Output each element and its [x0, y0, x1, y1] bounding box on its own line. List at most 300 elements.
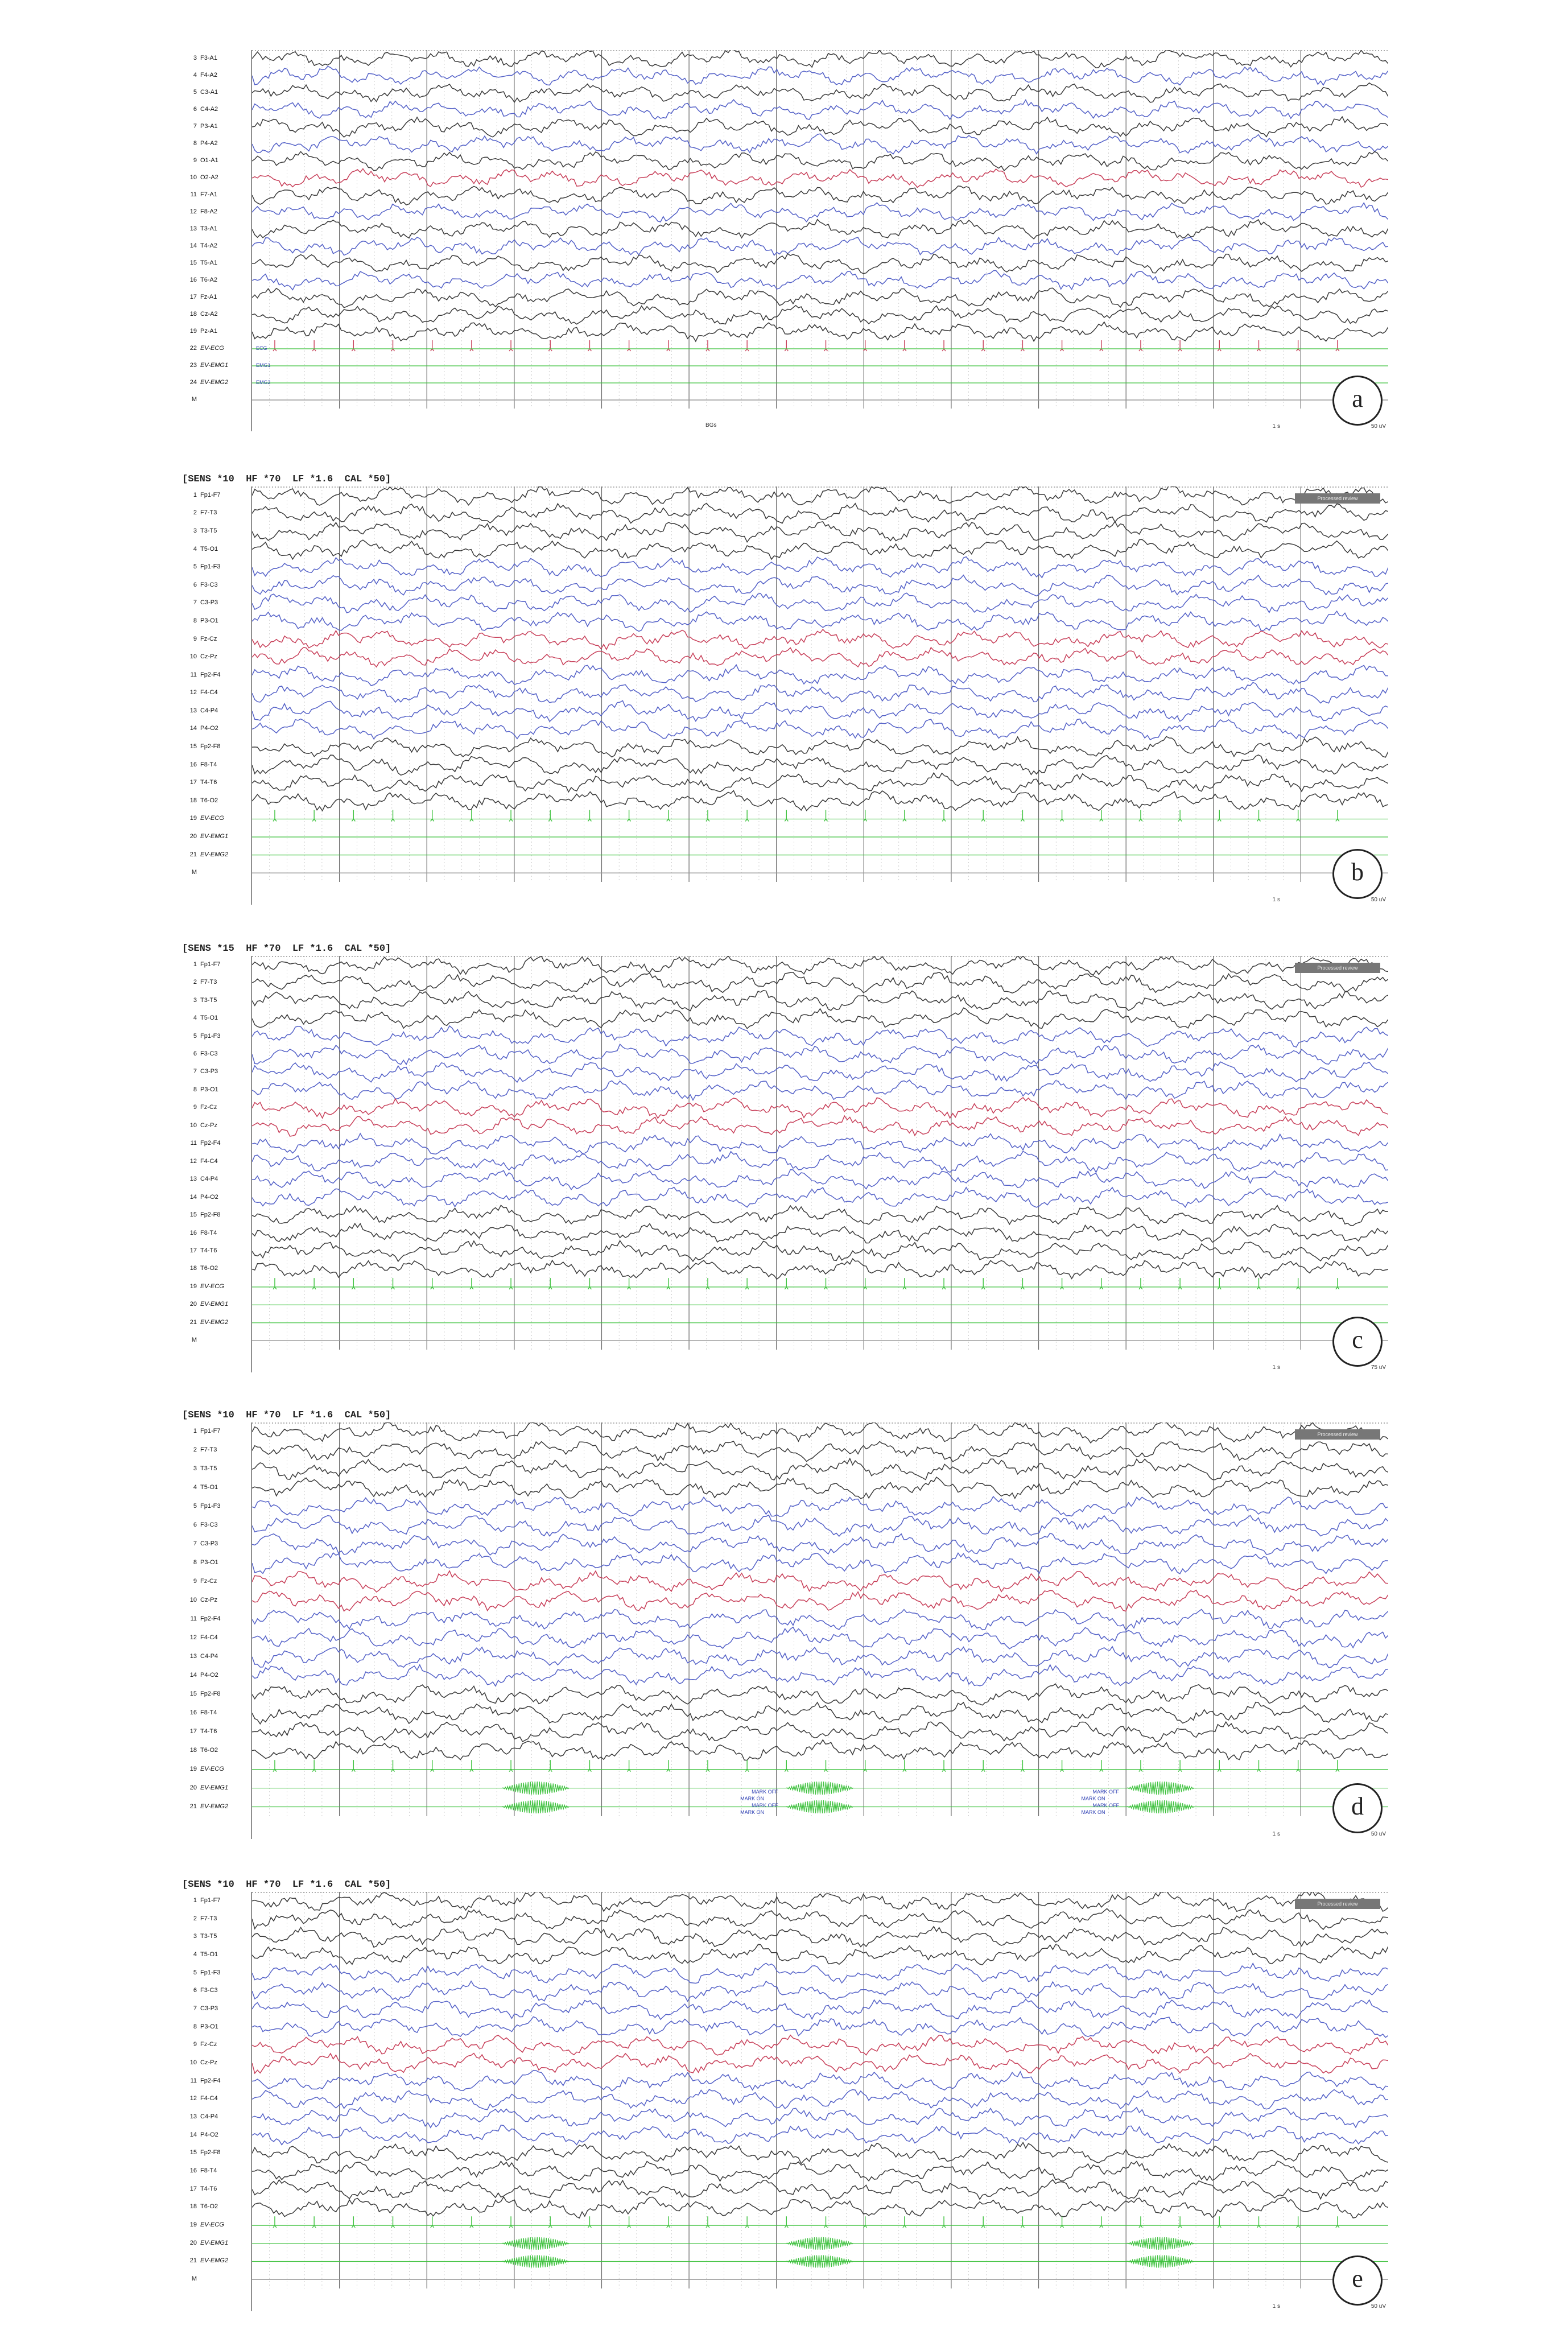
amplitude-scale-label: 50 uV	[1371, 1831, 1386, 1837]
channel-label	[182, 225, 250, 232]
channel-name: Fp2-F8	[200, 1690, 221, 1697]
ecg-beat-marker	[1021, 810, 1024, 822]
ecg-beat-marker	[981, 1760, 985, 1771]
channel-trace	[252, 2071, 1388, 2091]
channel-name: Fz-A1	[200, 294, 217, 300]
channel-label	[182, 1050, 250, 1057]
channel-number: 9	[193, 635, 197, 642]
ecg-beat-marker	[1297, 810, 1300, 822]
eeg-traces	[252, 1892, 1388, 2311]
channel-number: 3	[193, 1933, 197, 1940]
channel-name: Cz-Pz	[200, 2059, 217, 2066]
channel-name: F4-C4	[200, 689, 218, 696]
ecg-beat-marker	[509, 1278, 513, 1289]
panel-letter: b	[1332, 849, 1383, 899]
ecg-beat-marker	[1139, 1760, 1142, 1771]
channel-name: Fp1-F7	[200, 1428, 221, 1435]
channel-number: 17	[189, 2185, 197, 2192]
channel-label	[182, 961, 250, 968]
ecg-beat-marker	[312, 340, 316, 351]
channel-trace	[252, 575, 1388, 596]
ecg-beat-marker	[509, 2216, 513, 2228]
ecg-beat-marker	[667, 2216, 670, 2228]
channel-name: F3-C3	[200, 581, 218, 588]
eeg-traces	[252, 1422, 1388, 1839]
channel-number: 5	[193, 563, 197, 571]
channel-label	[182, 743, 250, 750]
trace-area	[251, 50, 1388, 431]
channel-trace	[252, 2180, 1388, 2199]
channel-number: 21	[189, 851, 197, 858]
ecg-beat-marker	[628, 1760, 631, 1771]
amplitude-scale-label: 50 uV	[1371, 897, 1386, 903]
channel-name: C4-P4	[200, 1176, 218, 1183]
panel-letter: e	[1332, 2255, 1383, 2306]
channel-name: Fp2-F8	[200, 2149, 221, 2156]
channel-name: Fp2-F4	[200, 2077, 221, 2084]
channel-trace	[252, 1151, 1388, 1172]
ecg-beat-marker	[1218, 340, 1221, 351]
channel-number: 19	[189, 328, 197, 335]
channel-name: EV-ECG	[200, 2221, 224, 2229]
channel-name: F7-T3	[200, 1915, 217, 1922]
channel-tag: EMG1	[256, 362, 271, 368]
channel-trace	[252, 2053, 1388, 2073]
channel-name: EV-ECG	[200, 815, 224, 822]
ecg-beat-marker	[273, 340, 277, 351]
review-stamp: Processed review	[1295, 1899, 1380, 1909]
channel-number: M	[191, 2275, 197, 2283]
ecg-beat-marker	[1178, 1278, 1182, 1289]
channel-trace	[252, 504, 1388, 523]
channel-label	[182, 294, 250, 300]
channel-trace	[252, 1533, 1388, 1556]
trace-area	[251, 1892, 1388, 2311]
ecg-beat-marker	[312, 2216, 316, 2228]
channel-name: C3-P3	[200, 2005, 218, 2012]
channel-trace	[252, 683, 1388, 703]
channel-name: Cz-Pz	[200, 1121, 217, 1129]
ecg-beat-marker	[1336, 1760, 1339, 1771]
channel-trace	[252, 1590, 1388, 1611]
channel-trace	[252, 700, 1388, 721]
ecg-beat-marker	[903, 1760, 906, 1771]
channel-name: F8-T4	[200, 1709, 217, 1716]
channel-number: 8	[193, 2023, 197, 2030]
channel-number: 6	[193, 1521, 197, 1529]
channel-number: 6	[193, 581, 197, 588]
channel-number: 2	[193, 979, 197, 986]
channel-number: 22	[189, 345, 197, 352]
channel-name: T4-T6	[200, 2185, 217, 2192]
channel-number: 23	[189, 362, 197, 369]
channel-number: 14	[189, 1193, 197, 1201]
channel-label	[182, 379, 250, 386]
amplitude-scale-label: 50 uV	[1371, 2303, 1386, 2310]
ecg-beat-marker	[431, 2216, 434, 2228]
channel-number: 7	[193, 2005, 197, 2012]
ecg-beat-marker	[470, 2216, 473, 2228]
channel-label	[182, 1176, 250, 1182]
channel-number: 14	[189, 725, 197, 732]
channel-label	[182, 1897, 250, 1904]
channel-number: 10	[189, 1121, 197, 1129]
time-scale-label: 1 s	[1272, 2303, 1280, 2310]
ecg-beat-marker	[942, 1760, 946, 1771]
ecg-beat-marker	[1257, 810, 1260, 822]
channel-label	[182, 636, 250, 642]
mark-label: MARK ON	[1081, 1796, 1105, 1801]
ecg-beat-marker	[942, 340, 946, 351]
channel-trace	[252, 1026, 1388, 1047]
channel-tag: EMG2	[256, 380, 271, 385]
eeg-traces	[252, 50, 1388, 431]
channel-trace	[252, 186, 1388, 205]
channel-trace	[252, 270, 1388, 290]
ecg-beat-marker	[1297, 340, 1300, 351]
eeg-traces	[252, 486, 1388, 905]
channel-name: T3-T5	[200, 996, 217, 1004]
channel-label	[182, 2275, 250, 2282]
channel-trace	[252, 1647, 1388, 1668]
channel-label	[182, 1337, 250, 1343]
eeg-panel-a	[182, 50, 1388, 431]
channel-name: O1-A1	[200, 157, 218, 164]
ecg-beat-marker	[1218, 2216, 1221, 2228]
channel-trace	[252, 2161, 1388, 2182]
channel-name: Fp2-F8	[200, 743, 221, 750]
channel-name: Cz-Pz	[200, 653, 217, 661]
mark-label: MARK ON	[740, 1809, 765, 1815]
channel-number: 11	[190, 2077, 197, 2084]
ecg-beat-marker	[1297, 1278, 1300, 1289]
ecg-beat-marker	[1257, 2216, 1260, 2228]
channel-trace	[252, 1044, 1388, 1065]
ecg-beat-marker	[509, 340, 513, 351]
channel-label	[182, 527, 250, 534]
channel-trace	[252, 1116, 1388, 1136]
channel-label	[182, 1446, 250, 1453]
ecg-beat-marker	[1297, 2216, 1300, 2228]
ecg-beat-marker	[548, 2216, 552, 2228]
channel-trace	[252, 1008, 1388, 1028]
channel-label	[182, 997, 250, 1004]
trace-area	[251, 486, 1388, 905]
channel-label	[182, 1747, 250, 1754]
channel-trace	[252, 1422, 1388, 1443]
ecg-beat-marker	[981, 2216, 985, 2228]
ecg-beat-marker	[470, 1760, 473, 1771]
channel-label	[182, 979, 250, 985]
channel-trace	[252, 1205, 1388, 1226]
channel-label	[182, 2023, 250, 2030]
channel-label	[182, 653, 250, 660]
channel-label	[182, 2131, 250, 2138]
channel-name: F3-C3	[200, 1987, 218, 1994]
channel-label	[182, 869, 250, 876]
channel-label	[182, 1766, 250, 1772]
channel-trace	[252, 169, 1388, 188]
channel-number: 4	[193, 1484, 197, 1491]
channel-label	[182, 1653, 250, 1660]
channel-label	[182, 259, 250, 266]
channel-name: P4-O2	[200, 1671, 218, 1679]
ecg-beat-marker	[745, 1760, 749, 1771]
channel-number: 15	[189, 1211, 197, 1219]
channel-label	[182, 1578, 250, 1585]
channel-number: 9	[193, 1578, 197, 1585]
channel-label	[182, 1465, 250, 1472]
channel-label	[182, 851, 250, 858]
channel-name: Fz-Cz	[200, 2041, 217, 2048]
channel-label	[182, 1086, 250, 1093]
channel-number: 10	[189, 174, 197, 181]
channel-trace	[252, 736, 1388, 757]
channel-number: 3	[193, 527, 197, 534]
channel-number: 8	[193, 617, 197, 624]
ecg-beat-marker	[352, 340, 355, 351]
ecg-beat-marker	[1257, 1278, 1260, 1289]
channel-number: 3	[193, 996, 197, 1004]
channel-number: 6	[193, 1050, 197, 1057]
channel-label	[182, 1283, 250, 1290]
channel-label	[182, 725, 250, 732]
channel-trace	[252, 719, 1388, 740]
channel-name: T3-T5	[200, 527, 217, 534]
channel-trace	[252, 83, 1388, 102]
channel-trace	[252, 539, 1388, 559]
ecg-beat-marker	[312, 810, 316, 822]
channel-number: 2	[193, 509, 197, 517]
channel-label	[182, 277, 250, 283]
channel-number: 9	[193, 1104, 197, 1111]
ecg-beat-marker	[470, 340, 473, 351]
channel-number: 10	[189, 2059, 197, 2066]
ecg-beat-marker	[1021, 2216, 1024, 2228]
channel-number: 19	[189, 1765, 197, 1772]
channel-trace	[252, 288, 1388, 307]
ecg-beat-marker	[391, 340, 395, 351]
channel-label	[182, 208, 250, 215]
panel-letter: d	[1332, 1783, 1383, 1833]
channel-label	[182, 689, 250, 696]
ecg-beat-marker	[1139, 810, 1142, 822]
channel-label	[182, 1728, 250, 1735]
channel-label	[182, 2257, 250, 2264]
channel-name: EV-ECG	[200, 345, 224, 352]
channel-number: 5	[193, 1503, 197, 1510]
channel-trace	[252, 1740, 1388, 1760]
channel-label	[182, 509, 250, 516]
channel-label	[182, 1158, 250, 1165]
channel-name: C3-P3	[200, 1068, 218, 1075]
channel-tag: ECG	[256, 345, 267, 351]
channel-number: 1	[193, 1428, 197, 1435]
eeg-panel-d	[182, 1410, 1388, 1839]
channel-trace	[252, 1080, 1388, 1100]
channel-name: F7-T3	[200, 509, 217, 517]
channel-name: EV-EMG1	[200, 2239, 229, 2246]
channel-name: EV-EMG2	[200, 379, 229, 386]
review-stamp: Processed review	[1295, 963, 1380, 973]
channel-number: 24	[189, 379, 197, 386]
channel-label	[182, 1428, 250, 1434]
ecg-beat-marker	[312, 1278, 316, 1289]
ecg-beat-marker	[1021, 1278, 1024, 1289]
ecg-beat-marker	[509, 810, 513, 822]
mark-label: MARK OFF	[752, 1803, 778, 1808]
channel-label	[182, 123, 250, 130]
channel-number: 3	[193, 55, 197, 61]
trace-area	[251, 1422, 1388, 1839]
channel-number: 18	[189, 1265, 197, 1272]
ecg-beat-marker	[981, 340, 985, 351]
ecg-beat-marker	[785, 2216, 788, 2228]
channel-name: F8-T4	[200, 2167, 217, 2175]
channel-number: 9	[193, 2041, 197, 2048]
channel-number: 20	[189, 1784, 197, 1791]
ecg-beat-marker	[1336, 340, 1339, 351]
channel-label	[182, 2077, 250, 2084]
channel-number: 20	[189, 833, 197, 840]
channel-name: EV-EMG1	[200, 833, 229, 840]
ecg-beat-marker	[1178, 2216, 1182, 2228]
channel-label	[182, 1211, 250, 1218]
channel-name: EV-EMG2	[200, 1803, 229, 1810]
channel-number: 16	[189, 1709, 197, 1716]
channel-number: 18	[189, 2203, 197, 2211]
channel-number: 16	[189, 277, 197, 283]
channel-trace	[252, 1062, 1388, 1082]
channel-label	[182, 797, 250, 804]
channel-trace	[252, 1187, 1388, 1207]
channel-name: Fp1-F7	[200, 1896, 221, 1904]
channel-number: 7	[193, 123, 197, 130]
eeg-panel-e	[182, 1879, 1388, 2311]
channel-label	[182, 707, 250, 714]
channel-number: 18	[189, 1746, 197, 1754]
channel-label	[182, 396, 250, 403]
channel-label	[182, 1015, 250, 1021]
channel-trace	[252, 557, 1388, 578]
channel-label	[182, 815, 250, 822]
channel-trace	[252, 593, 1388, 613]
channel-number: 9	[193, 157, 197, 164]
channel-label	[182, 2240, 250, 2246]
ecg-beat-marker	[1061, 2216, 1064, 2228]
channel-number: 13	[189, 707, 197, 714]
channel-name: F8-T4	[200, 1229, 217, 1236]
channel-label	[182, 1068, 250, 1075]
channel-trace	[252, 486, 1388, 505]
ecg-beat-marker	[391, 810, 395, 822]
ecg-beat-marker	[824, 1278, 827, 1289]
channel-trace	[252, 665, 1388, 686]
channel-number: 13	[189, 225, 197, 232]
ecg-beat-marker	[1139, 1278, 1142, 1289]
ecg-beat-marker	[785, 340, 788, 351]
ecg-beat-marker	[1061, 810, 1064, 822]
ecg-beat-marker	[745, 340, 749, 351]
ecg-beat-marker	[391, 1278, 395, 1289]
time-scale-label: 1 s	[1272, 1831, 1280, 1837]
channel-number: 17	[189, 1727, 197, 1735]
channel-name: Fz-Cz	[200, 1104, 217, 1111]
channel-name: T4-T6	[200, 1727, 217, 1735]
channel-number: M	[191, 1337, 197, 1344]
ecg-beat-marker	[1100, 340, 1103, 351]
channel-label	[182, 1033, 250, 1040]
channel-name: F3-C3	[200, 1521, 218, 1529]
channel-trace	[252, 50, 1388, 68]
channel-name: C4-P4	[200, 1652, 218, 1660]
channel-number: 15	[189, 259, 197, 266]
panel-header: [SENS *10 HF *70 LF *1.6 CAL *50]	[182, 1879, 391, 1890]
ecg-beat-marker	[667, 340, 670, 351]
channel-trace	[252, 1927, 1388, 1947]
channel-label	[182, 89, 250, 96]
channel-name: Fp2-F4	[200, 671, 221, 678]
mark-label: MARK OFF	[1092, 1803, 1120, 1808]
channel-label	[182, 328, 250, 335]
channel-label	[182, 1104, 250, 1111]
channel-label	[182, 1122, 250, 1129]
channel-name: T4-T6	[200, 779, 217, 786]
ecg-beat-marker	[628, 2216, 631, 2228]
ecg-beat-marker	[548, 1760, 552, 1771]
channel-number: 6	[193, 1987, 197, 1994]
trace-area	[251, 956, 1388, 1372]
channel-number: 5	[193, 1032, 197, 1040]
channel-number: 21	[189, 1803, 197, 1810]
ecg-beat-marker	[352, 1278, 355, 1289]
channel-name: Fz-Cz	[200, 1578, 217, 1585]
channel-name: T5-O1	[200, 1015, 218, 1022]
channel-name: C3-P3	[200, 1540, 218, 1548]
channel-trace	[252, 1627, 1388, 1649]
channel-name: Fp2-F4	[200, 1140, 221, 1147]
channel-number: 17	[189, 294, 197, 300]
channel-number: 14	[189, 2131, 197, 2138]
channel-number: 10	[189, 1597, 197, 1604]
ecg-beat-marker	[352, 810, 355, 822]
ecg-beat-marker	[1139, 2216, 1142, 2228]
channel-number: 19	[189, 815, 197, 822]
channel-name: F4-A2	[200, 72, 217, 79]
ecg-beat-marker	[1178, 340, 1182, 351]
channel-number: 16	[189, 761, 197, 768]
ecg-beat-marker	[548, 340, 552, 351]
ecg-beat-marker	[667, 810, 670, 822]
channel-number: 18	[189, 797, 197, 804]
channel-trace	[252, 1702, 1388, 1724]
ecg-beat-marker	[903, 810, 906, 822]
channel-trace	[252, 1170, 1388, 1190]
channel-number: 17	[189, 1247, 197, 1254]
channel-number: 19	[189, 1283, 197, 1290]
ecg-beat-marker	[785, 1278, 788, 1289]
channel-label	[182, 1301, 250, 1308]
ecg-beat-marker	[745, 810, 749, 822]
ecg-beat-marker	[1336, 1278, 1339, 1289]
channel-name: EV-EMG1	[200, 1784, 229, 1791]
channel-label	[182, 2203, 250, 2210]
panel-letter: c	[1332, 1317, 1383, 1367]
channel-trace	[252, 322, 1388, 341]
channel-label	[182, 599, 250, 606]
channel-label	[182, 1230, 250, 1236]
ecg-beat-marker	[981, 810, 985, 822]
